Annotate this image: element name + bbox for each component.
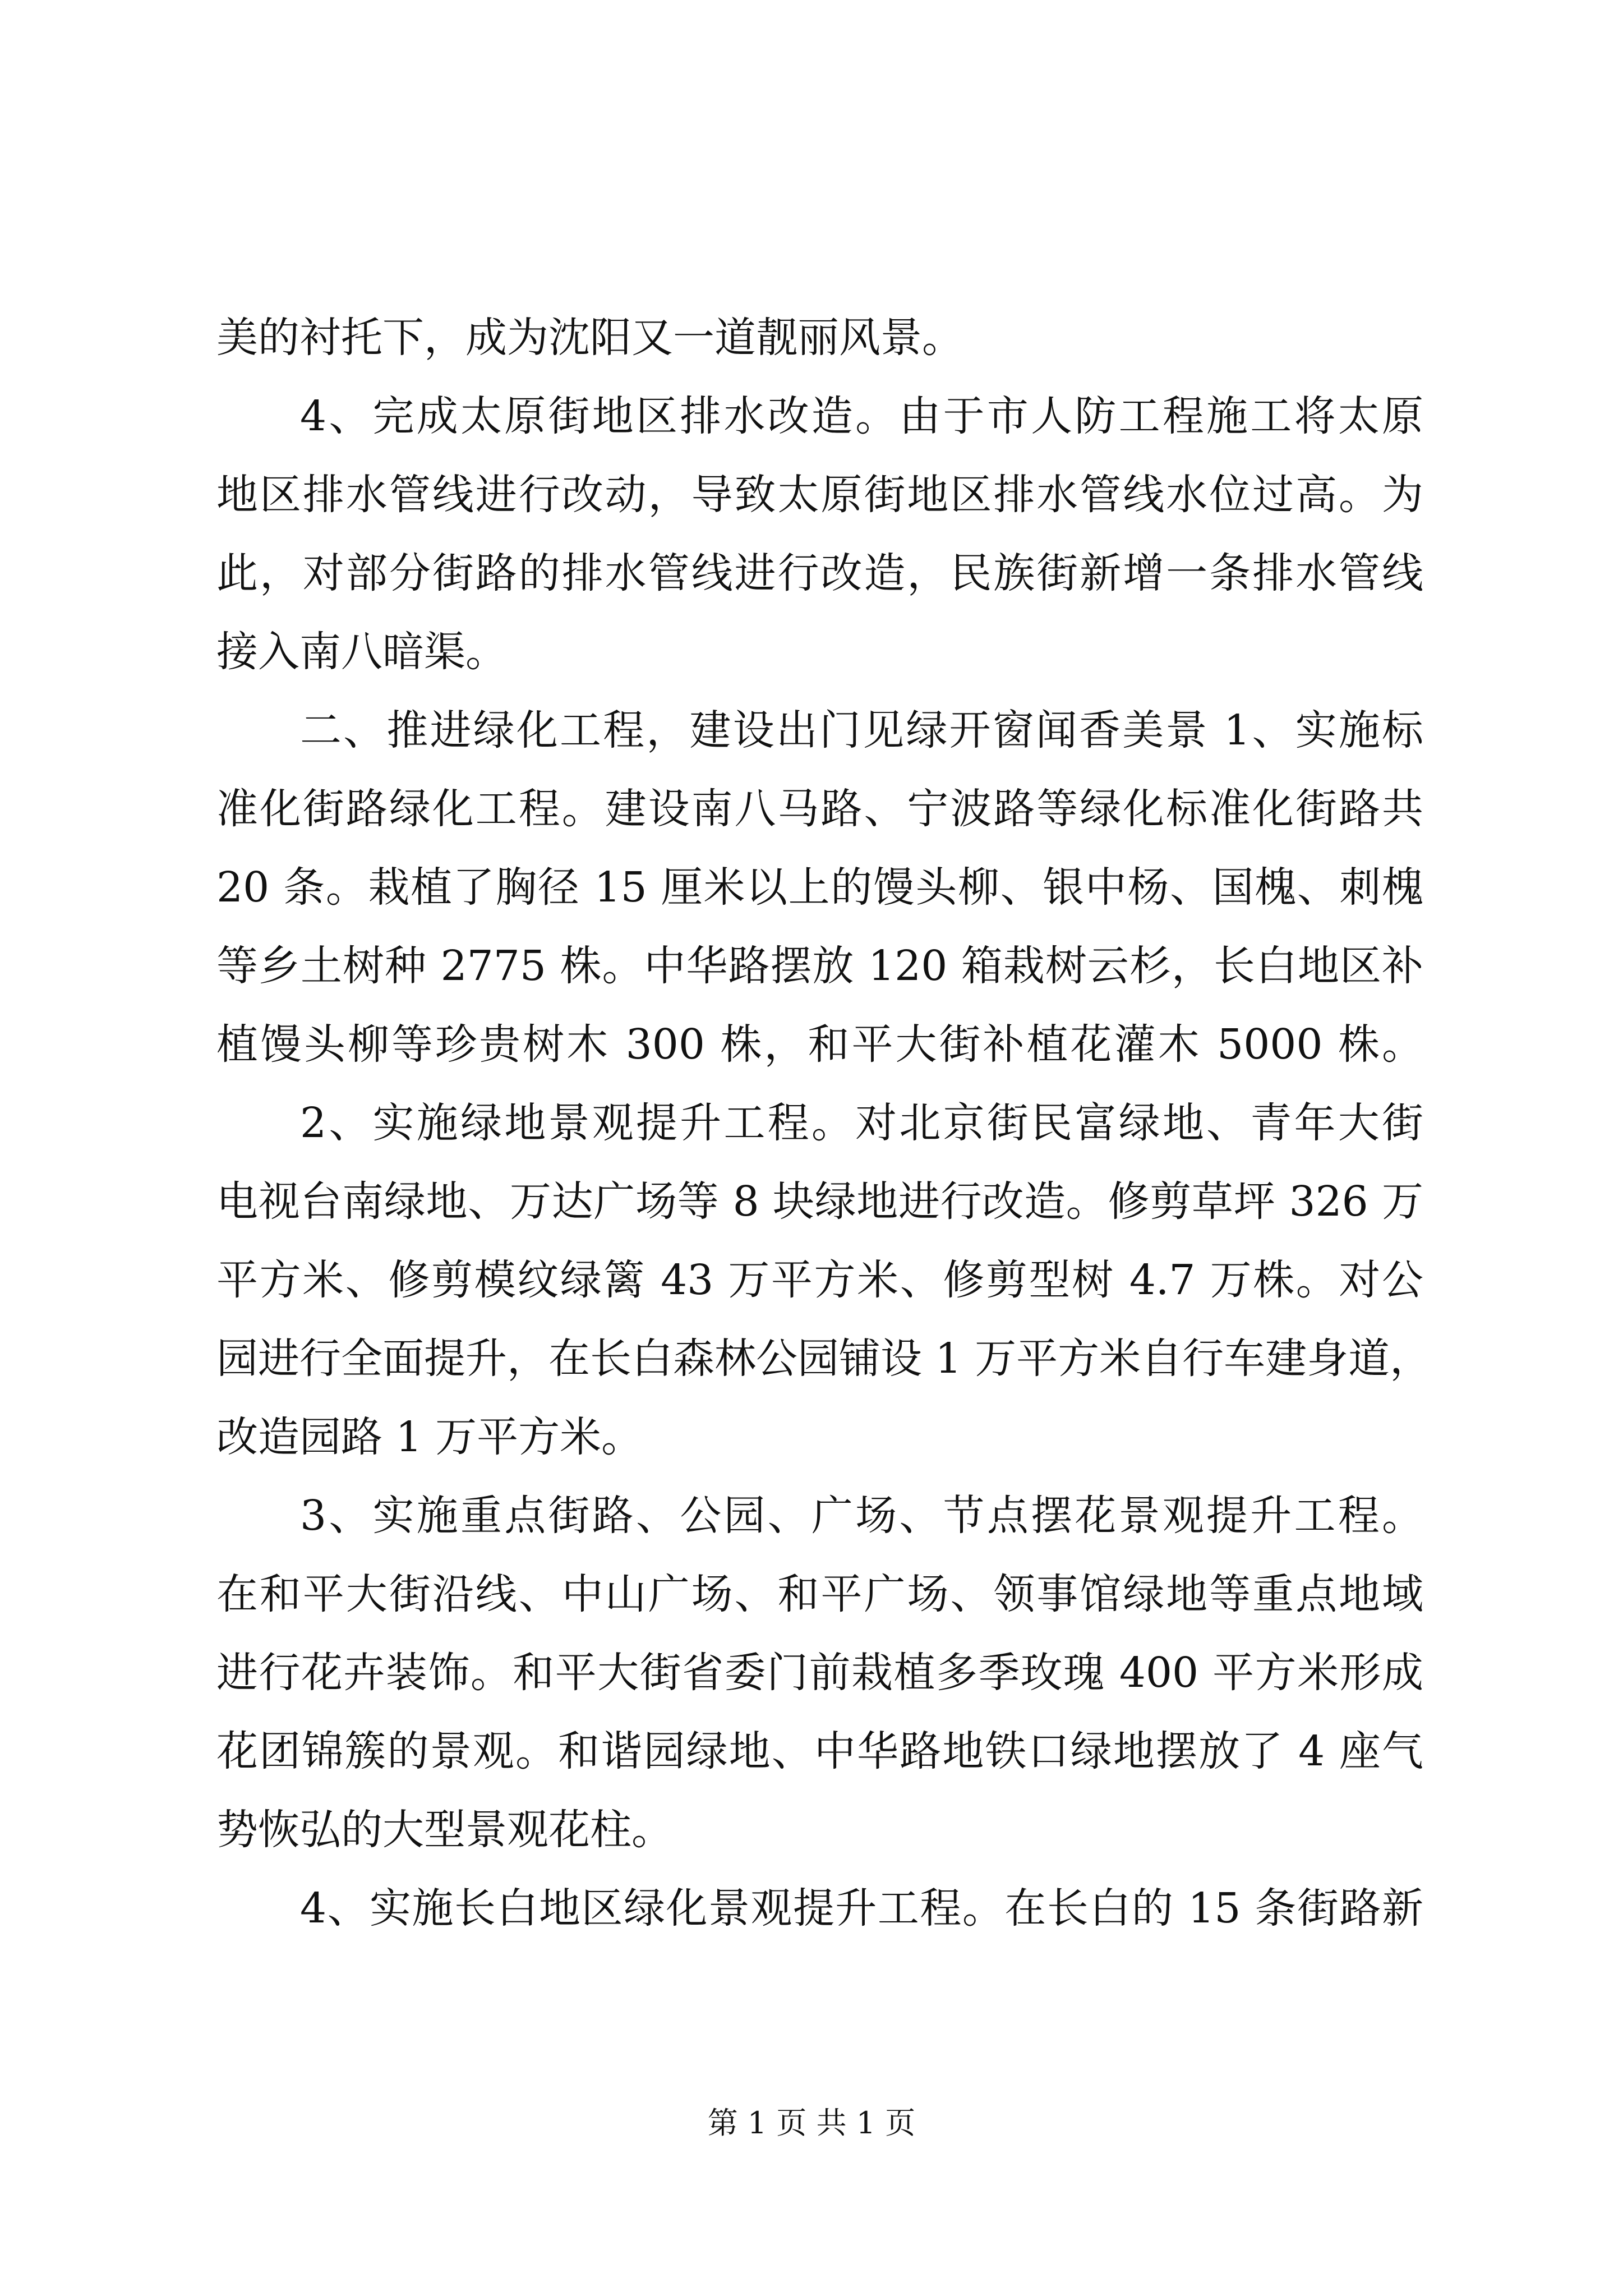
text-line-20: 势恢弘的大型景观花柱。 xyxy=(216,1806,673,1854)
text-line-18: 进行花卉装饰。和平大街省委门前栽植多季玫瑰 400 平方米形成 xyxy=(216,1649,1423,1697)
text-line-17: 在和平大街沿线、中山广场、和平广场、领事馆绿地等重点地域 xyxy=(216,1570,1423,1618)
text-line-12: 电视台南绿地、万达广场等 8 块绿地进行改造。修剪草坪 326 万 xyxy=(216,1177,1423,1226)
text-line-1: 美的衬托下，成为沈阳又一道靓丽风景。 xyxy=(216,314,963,362)
text-line-16: 3、实施重点街路、公园、广场、节点摆花景观提升工程。 xyxy=(300,1492,1423,1540)
text-line-15: 改造园路 1 万平方米。 xyxy=(216,1413,643,1461)
text-line-13: 平方米、修剪模纹绿篱 43 万平方米、修剪型树 4.7 万株。对公 xyxy=(216,1256,1423,1304)
text-line-21: 4、实施长白地区绿化景观提升工程。在长白的 15 条街路新 xyxy=(300,1884,1423,1932)
page-footer xyxy=(0,2101,1623,2146)
page-number-label: 第 1 页 共 1 页 xyxy=(707,2105,916,2141)
text-line-14: 园进行全面提升，在长白森林公园铺设 1 万平方米自行车建身道， xyxy=(216,1335,1432,1383)
text-line-5: 接入南八暗渠。 xyxy=(216,628,507,676)
text-line-6: 二、推进绿化工程，建设出门见绿开窗闻香美景 1、实施标 xyxy=(300,706,1423,754)
text-line-2: 4、完成太原街地区排水改造。由于市人防工程施工将太原 xyxy=(300,392,1423,440)
text-line-10: 植馒头柳等珍贵树木 300 株，和平大街补植花灌木 5000 株。 xyxy=(216,1020,1423,1069)
text-line-19: 花团锦簇的景观。和谐园绿地、中华路地铁口绿地摆放了 4 座气 xyxy=(216,1727,1423,1775)
text-line-3: 地区排水管线进行改动，导致太原街地区排水管线水位过高。为 xyxy=(216,471,1423,519)
text-line-7: 准化街路绿化工程。建设南八马路、宁波路等绿化标准化街路共 xyxy=(216,785,1423,833)
text-line-9: 等乡土树种 2775 株。中华路摆放 120 箱栽树云杉，长白地区补 xyxy=(216,942,1423,990)
text-line-4: 此，对部分街路的排水管线进行改造，民族街新增一条排水管线 xyxy=(216,549,1423,597)
text-line-11: 2、实施绿地景观提升工程。对北京街民富绿地、青年大街 xyxy=(300,1099,1423,1147)
text-line-8: 20 条。栽植了胸径 15 厘米以上的馒头柳、银中杨、国槐、刺槐 xyxy=(216,863,1423,912)
